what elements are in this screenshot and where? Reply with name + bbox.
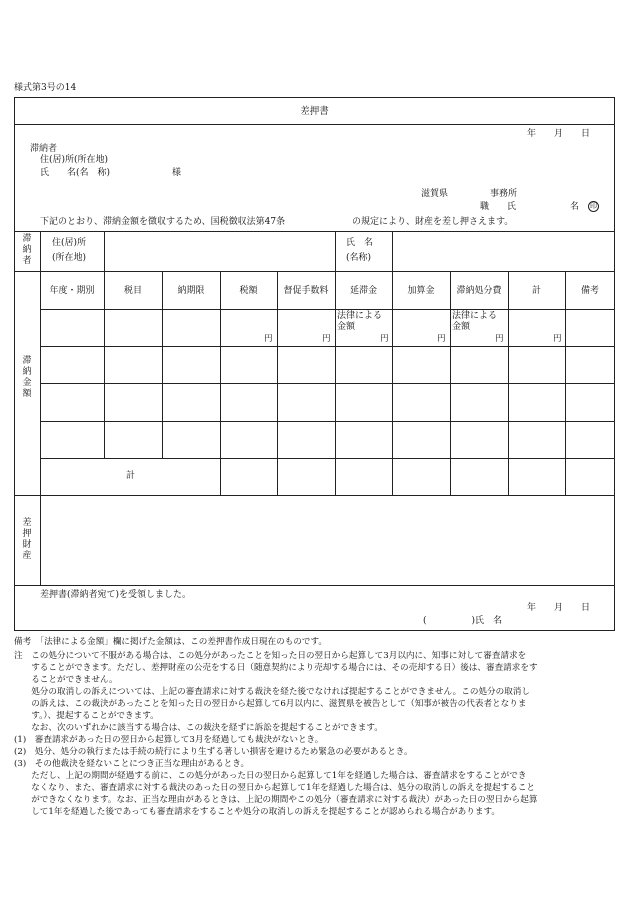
yen-mark: 円 [264,334,273,344]
taxpayer-label: 滞納者 [30,144,58,154]
honorific: 様 [172,168,182,178]
office-name: 事務所 [490,189,518,199]
property-section-label: 差押財産 [22,518,32,561]
yen-mark: 円 [553,334,562,344]
col-header-late-charge: 延滞金 [349,286,377,296]
note-line: 注 この処分について不服がある場合は、この処分があったことを知った日の翌日から起算して3月以内に、知事に対して審査請求を [14,651,527,661]
address-cell-label-2: (所在地) [52,253,87,263]
prefecture-name: 滋賀県 [421,189,449,199]
legal-amount-note-2: 金額 [452,322,471,332]
name-label: 氏 名(名 称) [40,168,111,178]
statement-right: の規定により、財産を差し押さえます。 [352,217,514,227]
col-header-due-date: 納期限 [177,286,205,296]
receipt-date: 年 月 日 [527,603,591,613]
col-header-remarks: 備考 [580,286,599,296]
statement-left: 下記のとおり、滞納金額を徴収するため、国税徴収法第47条 [40,217,286,227]
note-line: ることができません。 [14,675,118,685]
address-cell-label-1: 住(居)所 [52,238,87,248]
address-label: 住(居)所(所在地) [40,155,109,165]
yen-mark: 円 [495,334,504,344]
note-line: の訴えは、この裁決があったことを知った日の翌日から起算して6月以内に、滋賀県を被告として（知事が被告の代表者となりま [14,699,527,709]
receipt-signature: ( )氏 名 [423,616,503,626]
remarks: 備考 「法律による金額」欄に掲げた金額は、この差押書作成日現在のものです。 [14,637,327,647]
form-title: 差押書 [300,106,329,117]
note-line: (1) 審査請求があった日の翌日から起算して3月を経過しても裁決がないとき。 [14,735,324,745]
taxpayer-section-label: 滞納者 [22,234,32,266]
form-number: 様式第3号の14 [14,83,77,93]
note-line: なお、次のいずれかに該当する場合は、この裁決を経ずに訴訟を提起することができます。 [14,723,383,733]
amount-section-label: 滞納金額 [22,356,32,399]
note-line: ができなくなります。なお、正当な理由があるときは、上記の期間やこの処分（審査請求に対する裁決）があった日の翌日から起算 [14,795,538,805]
total-row-label: 計 [126,471,136,481]
issue-date: 年 月 日 [527,129,591,139]
col-header-disposition-cost: 滞納処分費 [456,286,502,296]
yen-mark: 円 [322,334,331,344]
col-header-additional-tax: 加算金 [407,286,435,296]
yen-mark: 円 [380,334,389,344]
note-line: (2) 処分、処分の執行または手続の続行により生ずる著しい損害を避けるため緊急の必要があるとき。 [14,747,413,757]
legal-amount-note-1: 法律による [337,311,383,321]
col-header-tax-amount: 税額 [239,286,258,296]
note-line: なくなり、また、審査請求に対する裁決のあった日の翌日から起算して1年を経過した場合は、処分の取消しの訴えを提起すること [14,783,536,793]
note-line: ただし、上記の期間が経過する前に、この処分があった日の翌日から起算して1年を経過した場合は、審査請求をすることができ [14,771,527,781]
seal-mark: 印 [590,202,597,210]
note-line: することができます。ただし、差押財産の公売をする日（随意契約により売却する場合には、その売却する日）後は、審査請求をす [14,663,538,673]
col-header-tax-item: 税目 [123,286,142,296]
col-header-period: 年度・期別 [49,286,95,296]
note-line: す。）、提起することができます。 [14,711,159,721]
legal-amount-note-1: 法律による [452,311,498,321]
note-line: して1年を経過した後であっても審査請求をすることや処分の取消しの訴えを提起することが認められる場合があります。 [14,807,500,817]
col-header-total: 計 [531,286,541,296]
official-title: 職 氏 [480,202,517,212]
name-cell-label-1: 氏 名 [346,238,374,248]
official-name-label: 名 [570,202,580,212]
receipt-text: 差押書(滞納者宛て)を受領しました。 [40,590,192,600]
yen-mark: 円 [437,334,446,344]
col-header-reminder-fee: 督促手数料 [283,286,329,296]
name-cell-label-2: (名称) [346,253,372,263]
note-line: (3) その他裁決を経ないことにつき正当な理由があるとき。 [14,759,250,769]
legal-amount-note-2: 金額 [337,322,356,332]
note-line: 処分の取消しの訴えについては、上記の審査請求に対する裁決を経た後でなければ提起することができません。この処分の取消し [14,687,530,697]
